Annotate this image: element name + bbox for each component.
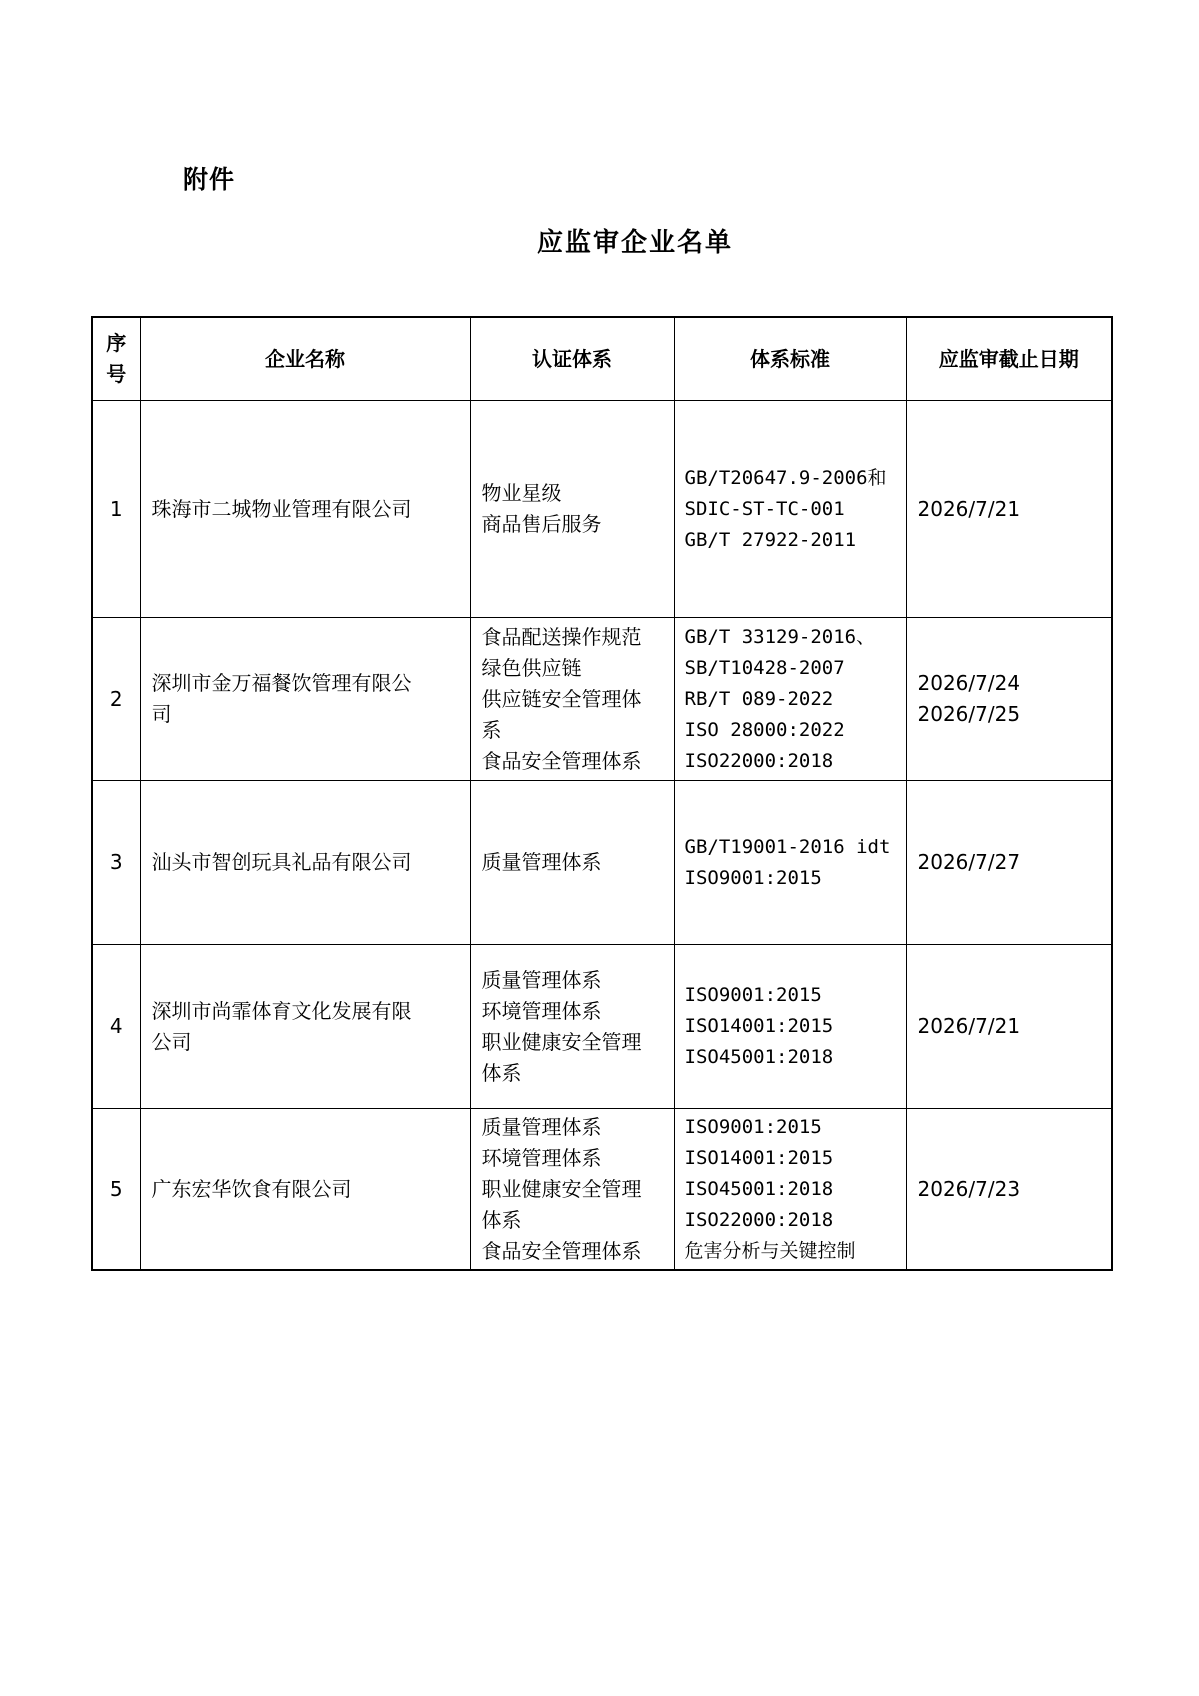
cell-deadline: 2026/7/21 [906,945,1112,1109]
column-header-company: 企业名称 [140,317,470,401]
table-row [92,401,1112,618]
cell-deadline: 2026/7/24 2026/7/25 [906,618,1112,781]
cell-company: 汕头市智创玩具礼品有限公司 [140,781,470,945]
column-header-seq: 序 号 [92,317,140,401]
table-row [92,781,1112,945]
cell-seq: 2 [92,618,140,781]
attachment-label: 附件 [183,165,236,194]
cell-system: 食品配送操作规范 绿色供应链 供应链安全管理体 系 食品安全管理体系 [470,618,674,781]
table-row [92,618,1112,781]
cell-company: 深圳市金万福餐饮管理有限公 司 [140,618,470,781]
column-header-standard: 体系标准 [674,317,906,401]
cell-deadline: 2026/7/23 [906,1109,1112,1271]
cell-system: 物业星级 商品售后服务 [470,401,674,618]
enterprise-table [91,316,1113,1271]
cell-standard: GB/T 33129-2016、 SB/T10428-2007 RB/T 089-2022 ISO 28000:2022 ISO22000:2018 [674,618,906,781]
cell-system: 质量管理体系 环境管理体系 职业健康安全管理 体系 [470,945,674,1109]
cell-company: 珠海市二城物业管理有限公司 [140,401,470,618]
column-header-deadline: 应监审截止日期 [906,317,1112,401]
cell-deadline: 2026/7/27 [906,781,1112,945]
cell-company: 深圳市尚霏体育文化发展有限 公司 [140,945,470,1109]
cell-deadline: 2026/7/21 [906,401,1112,618]
cell-system: 质量管理体系 [470,781,674,945]
document-title: 应监审企业名单 [536,228,733,258]
cell-standard: ISO9001:2015 ISO14001:2015 ISO45001:2018 [674,945,906,1109]
cell-seq: 4 [92,945,140,1109]
cell-seq: 1 [92,401,140,618]
cell-system: 质量管理体系 环境管理体系 职业健康安全管理 体系 食品安全管理体系 [470,1109,674,1271]
cell-company: 广东宏华饮食有限公司 [140,1109,470,1271]
cell-seq: 5 [92,1109,140,1271]
table-header-row [92,317,1112,401]
table-row [92,1109,1112,1271]
table-row [92,945,1112,1109]
cell-seq: 3 [92,781,140,945]
cell-standard: ISO9001:2015 ISO14001:2015 ISO45001:2018 ISO22000:2018 危害分析与关键控制 [674,1109,906,1271]
cell-standard: GB/T19001-2016 idt ISO9001:2015 [674,781,906,945]
column-header-system: 认证体系 [470,317,674,401]
cell-standard: GB/T20647.9-2006和 SDIC-ST-TC-001 GB/T 27922-2011 [674,401,906,618]
